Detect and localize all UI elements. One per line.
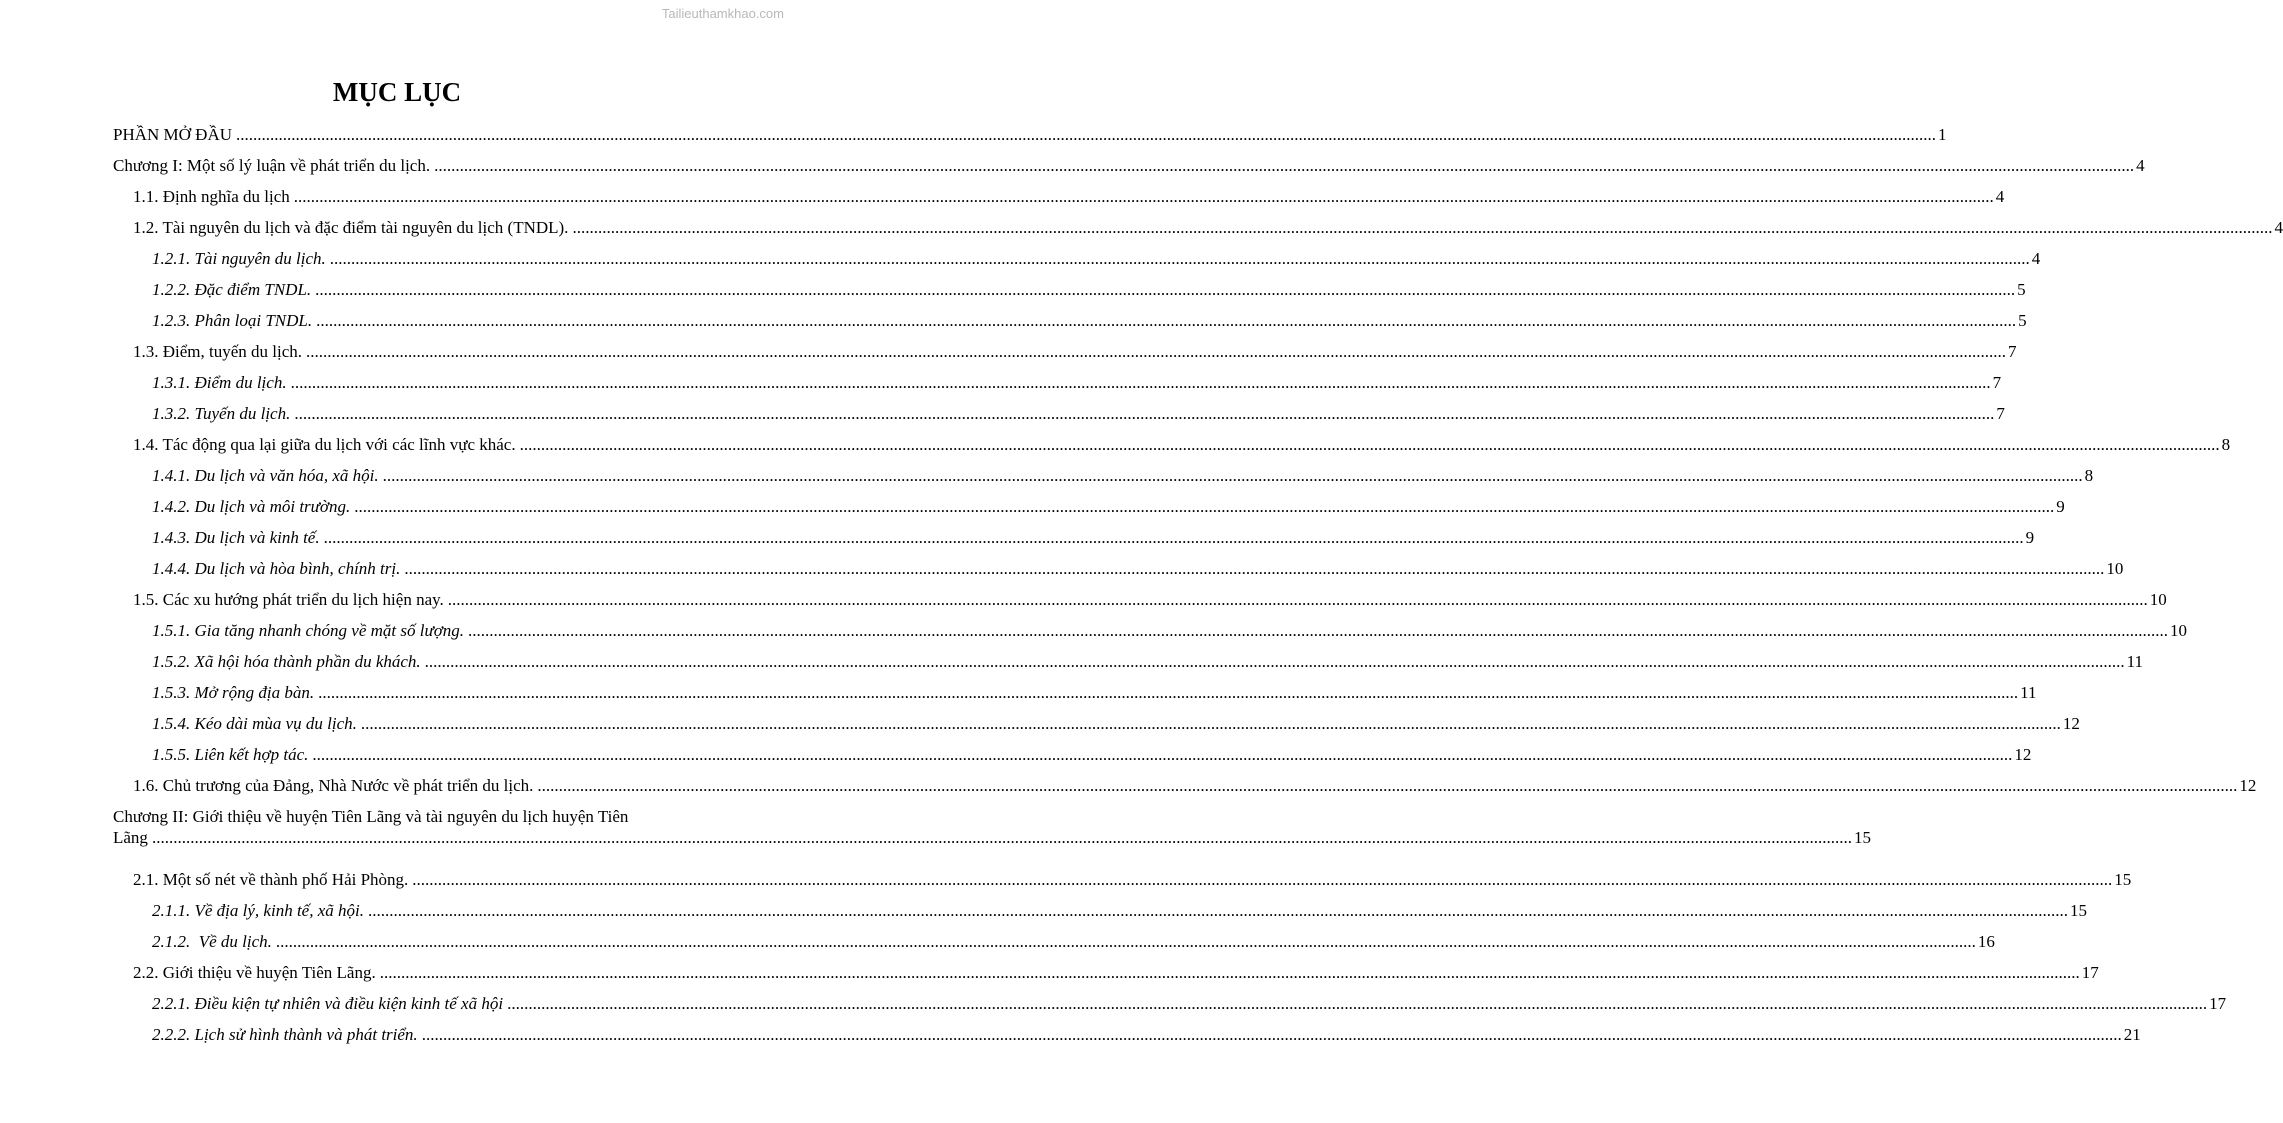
toc-entry-text: 1.5.5. Liên kết hợp tác. [152, 745, 309, 764]
toc-entry [113, 155, 2145, 176]
toc-entry-page: 12 [2014, 745, 2032, 764]
toc-entry-text: 2.2.2. Lịch sử hình thành và phát triển. [152, 1025, 418, 1044]
toc-entry-text: 1.4.2. Du lịch và môi trường. [152, 497, 351, 516]
leader-dots: ................................................................................................................................................................................................................................................................................................................................................................................................................ [293, 187, 1994, 206]
toc-entry [152, 1024, 2141, 1045]
toc-entry [152, 558, 2124, 579]
toc-entry-page: 15 [2069, 901, 2087, 920]
toc-entry [133, 186, 2005, 207]
toc-entry-page: 9 [2056, 497, 2065, 516]
toc-entry-page: 8 [2221, 435, 2231, 454]
leader-dots: ................................................................................................................................................................................................................................................................................................................................................................................................................ [275, 932, 1976, 951]
toc-entry-page: 9 [2025, 528, 2035, 547]
toc-entry [133, 217, 2283, 238]
toc-entry-page: 7 [1996, 404, 2005, 423]
toc-entry [152, 900, 2087, 921]
toc-entry-text: 1.2.3. Phân loại TNDL. [152, 311, 313, 330]
toc-entry-text: 1.2.1. Tài nguyên du lịch. [152, 249, 326, 268]
toc-entry [152, 279, 2026, 300]
toc-entry [152, 931, 1995, 952]
toc-entry-text: 1.5.2. Xã hội hóa thành phần du khách. [152, 652, 421, 671]
leader-dots: ................................................................................................................................................................................................................................................................................................................................................................................................................ [424, 652, 2125, 671]
leader-dots: ................................................................................................................................................................................................................................................................................................................................................................................................................ [382, 466, 2083, 485]
toc-entry-text: 1.4.1. Du lịch và văn hóa, xã hội. [152, 466, 379, 485]
toc-entry-text: 1.3. Điểm, tuyến du lịch. [133, 342, 303, 361]
leader-dots: ................................................................................................................................................................................................................................................................................................................................................................................................................ [315, 280, 2016, 299]
toc-entry [152, 682, 2037, 703]
toc-entry [133, 962, 2099, 983]
toc-entry-text: 1.5.1. Gia tăng nhanh chóng về mặt số lượng. [152, 621, 465, 640]
toc-entry-page: 10 [2106, 559, 2124, 578]
toc-entry [113, 124, 1947, 145]
leader-dots: ................................................................................................................................................................................................................................................................................................................................................................................................................ [316, 311, 2017, 330]
toc-entry-text: 1.2. Tài nguyên du lịch và đặc điểm tài nguyên du lịch (TNDL). [133, 218, 569, 237]
leader-dots: ................................................................................................................................................................................................................................................................................................................................................................................................................ [306, 342, 2007, 361]
leader-dots: ................................................................................................................................................................................................................................................................................................................................................................................................................ [323, 528, 2024, 547]
toc-entry-page: 16 [1977, 932, 1995, 951]
leader-dots: ................................................................................................................................................................................................................................................................................................................................................................................................................ [294, 404, 1995, 423]
toc-entry-text: PHẦN MỞ ĐẦU [113, 125, 233, 144]
toc-entry-page: 4 [2136, 156, 2145, 175]
toc-entry-text: 1.3.1. Điểm du lịch. [152, 373, 287, 392]
leader-dots: ................................................................................................................................................................................................................................................................................................................................................................................................................ [151, 828, 1852, 847]
toc-entry-page: 17 [2081, 963, 2099, 982]
toc-entry-page: 15 [1853, 828, 1871, 847]
toc-entry-text: 1.3.2. Tuyến du lịch. [152, 404, 291, 423]
toc-entry-page: 10 [2170, 621, 2188, 640]
toc-entry-page: 15 [2114, 870, 2132, 889]
toc-entry-page: 8 [2084, 466, 2094, 485]
leader-dots: ................................................................................................................................................................................................................................................................................................................................................................................................................ [468, 621, 2169, 640]
toc-entry [152, 496, 2065, 517]
toc-entry-text: 1.1. Định nghĩa du lịch [133, 187, 290, 206]
toc-entry-page: 12 [2062, 714, 2080, 733]
toc-entry-continuation [113, 827, 1871, 848]
toc-entry [152, 744, 2032, 765]
toc-entry [152, 993, 2227, 1014]
toc-entry-text: 1.5.3. Mở rộng địa bàn. [152, 683, 315, 702]
leader-dots: ................................................................................................................................................................................................................................................................................................................................................................................................................ [354, 497, 2055, 516]
toc-entry-page: 11 [2126, 652, 2144, 671]
toc-entry-text: 1.5. Các xu hướng phát triển du lịch hiện nay. [133, 590, 444, 609]
leader-dots: ................................................................................................................................................................................................................................................................................................................................................................................................................ [421, 1025, 2122, 1044]
leader-dots: ................................................................................................................................................................................................................................................................................................................................................................................................................ [412, 870, 2113, 889]
toc-entry-text: 2.2. Giới thiệu về huyện Tiên Lãng. [133, 963, 376, 982]
leader-dots: ................................................................................................................................................................................................................................................................................................................................................................................................................ [360, 714, 2061, 733]
toc-entry [133, 775, 2257, 796]
toc-entry [152, 310, 2027, 331]
toc-entry [152, 651, 2144, 672]
toc-entry-text: 1.4.3. Du lịch và kinh tế. [152, 528, 320, 547]
toc-entry [113, 806, 1871, 848]
toc-entry-text: 1.4.4. Du lịch và hòa bình, chính trị. [152, 559, 401, 578]
leader-dots: ................................................................................................................................................................................................................................................................................................................................................................................................................ [447, 590, 2148, 609]
toc-entry-page: 5 [2017, 280, 2026, 299]
toc-entry-page: 4 [1995, 187, 2005, 206]
leader-dots: ................................................................................................................................................................................................................................................................................................................................................................................................................ [329, 249, 2030, 268]
leader-dots: ................................................................................................................................................................................................................................................................................................................................................................................................................ [404, 559, 2105, 578]
toc-entry-text-line2: Lãng [113, 828, 148, 847]
toc-entry [152, 403, 2005, 424]
toc-entry-page: 4 [2031, 249, 2041, 268]
toc-entry-text: 2.1.2. Về du lịch. [152, 932, 272, 951]
leader-dots: ................................................................................................................................................................................................................................................................................................................................................................................................................ [312, 745, 2013, 764]
toc-entry-page: 4 [2274, 218, 2283, 237]
toc-entry-page: 17 [2209, 994, 2227, 1013]
leader-dots: ................................................................................................................................................................................................................................................................................................................................................................................................................ [572, 218, 2273, 237]
leader-dots: ................................................................................................................................................................................................................................................................................................................................................................................................................ [537, 776, 2238, 795]
leader-dots: ................................................................................................................................................................................................................................................................................................................................................................................................................ [318, 683, 2019, 702]
leader-dots: ................................................................................................................................................................................................................................................................................................................................................................................................................ [367, 901, 2068, 920]
toc-entry-text: 2.1.1. Về địa lý, kinh tế, xã hội. [152, 901, 364, 920]
leader-dots: ................................................................................................................................................................................................................................................................................................................................................................................................................ [507, 994, 2208, 1013]
toc-entry-page: 1 [1938, 125, 1947, 144]
toc-entry-page: 7 [1992, 373, 2002, 392]
toc-entry-page: 11 [2020, 683, 2037, 702]
toc-entry [133, 869, 2132, 890]
leader-dots: ................................................................................................................................................................................................................................................................................................................................................................................................................ [236, 125, 1937, 144]
toc-entry-page: 10 [2149, 590, 2167, 609]
toc-entry-text: Chương I: Một số lý luận về phát triển du lịch. [113, 156, 431, 175]
toc-entry [152, 372, 2002, 393]
toc-entry-text: 2.2.1. Điều kiện tự nhiên và điều kiện kinh tế xã hội [152, 994, 504, 1013]
toc-entry-page: 12 [2239, 776, 2257, 795]
toc-entry-text: 2.1. Một số nét về thành phố Hải Phòng. [133, 870, 409, 889]
toc-entry-page: 5 [2018, 311, 2027, 330]
leader-dots: ................................................................................................................................................................................................................................................................................................................................................................................................................ [434, 156, 2135, 175]
toc-entry [133, 341, 2017, 362]
toc-entry-page: 21 [2123, 1025, 2141, 1044]
toc-entry-text: 1.4. Tác động qua lại giữa du lịch với các lĩnh vực khác. [133, 435, 516, 454]
leader-dots: ................................................................................................................................................................................................................................................................................................................................................................................................................ [290, 373, 1991, 392]
toc-entry [152, 465, 2094, 486]
page-title: MỤC LỤC [332, 77, 462, 107]
toc-entry [133, 434, 2231, 455]
toc-entry [152, 248, 2041, 269]
toc-entry-text: 1.6. Chủ trương của Đảng, Nhà Nước về phát triển du lịch. [133, 776, 534, 795]
toc-entry [152, 713, 2080, 734]
leader-dots: ................................................................................................................................................................................................................................................................................................................................................................................................................ [379, 963, 2080, 982]
toc-entry [152, 620, 2188, 641]
toc-entry-text: Chương II: Giới thiệu về huyện Tiên Lãng và tài nguyên du lịch huyện Tiên [113, 807, 629, 826]
toc-entry [133, 589, 2167, 610]
toc-entry-text: 1.5.4. Kéo dài mùa vụ du lịch. [152, 714, 357, 733]
toc-entry-text: 1.2.2. Đặc điểm TNDL. [152, 280, 312, 299]
toc-entry-page: 7 [2008, 342, 2017, 361]
toc-entry [152, 527, 2035, 548]
leader-dots: ................................................................................................................................................................................................................................................................................................................................................................................................................ [519, 435, 2220, 454]
watermark-text: Tailieuthamkhao.com [661, 6, 784, 21]
